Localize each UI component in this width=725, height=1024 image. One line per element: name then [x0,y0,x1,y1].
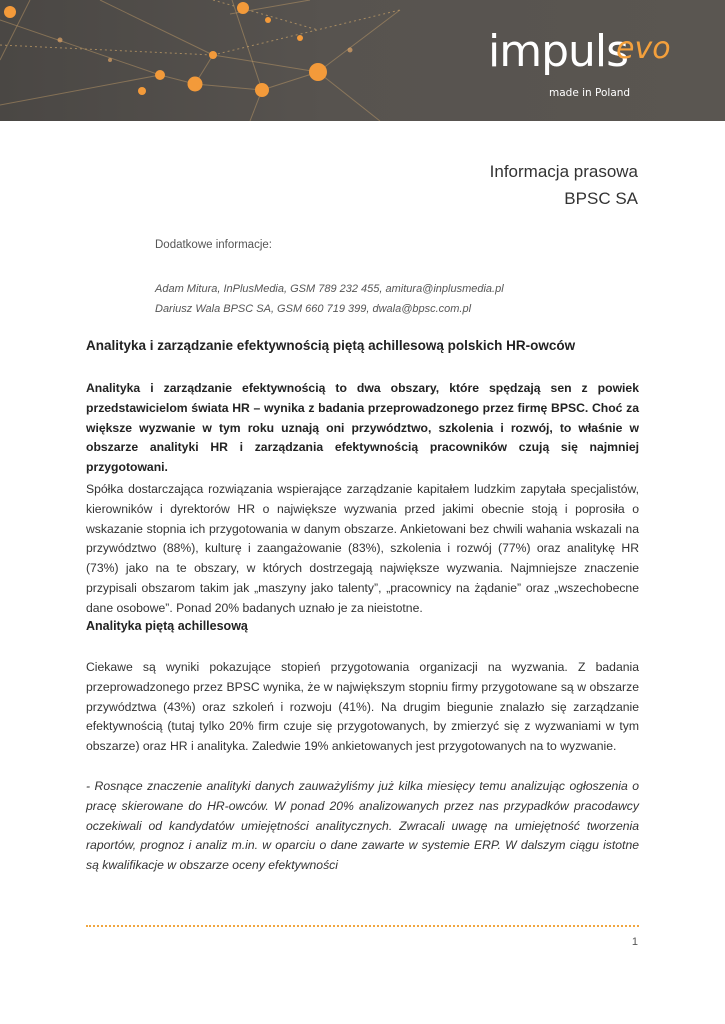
press-release-header [490,158,638,212]
additional-info-label: Dodatkowe informacje: [155,239,272,251]
section-heading: Analityka piętą achillesową [86,619,248,633]
impulsevo-logo [488,26,671,99]
contact-line: Dariusz Wala BPSC SA, GSM 660 719 399, dwala@bpsc.com.pl [155,303,472,315]
contact-line: Adam Mitura, InPlusMedia, GSM 789 232 455, amitura@inplusmedia.pl [155,283,504,295]
article-quote: - Rosnące znaczenie analityki danych zauważyliśmy już kilka miesięcy temu analizując ogłoszenia o pracę skierowane do HR-owców. W ponad 20% analizowanych przez nas przypadków pracodawcy oczekiwali od kandydatów umiejętności analitycznych. Zwracali uwagę na umiejętność tworzenia raportów, prognoz i analiz m.in. w oparciu o dane zawarte w systemie ERP. W dalszym ciągu istotne są kwalifikacje w obszarze oceny efektywności [86,779,639,873]
article-paragraph: Ciekawe są wyniki pokazujące stopień przygotowania organizacji na wyzwania. Z badania przeprowadzonego przez BPSC wynika, że w największym stopniu firmy przygotowane są w obszarze przywództwa (43%) oraz szkoleń i rozwoju (41%). Na drugim biegunie znalazło się zarządzanie efektywnością (tutaj tylko 20% firm czuje się przygotowanych, by zmierzyć się z wyzwaniami w tym obszarze) oraz HR i analityka. Zaledwie 19% ankietowanych jest przygotowanych na to wyzwanie. [86,660,639,754]
press-release-label: Informacja prasowa [489,162,638,181]
header-banner [0,0,725,121]
logo-wordmark: impuls [488,26,629,77]
article-paragraph: Spółka dostarczająca rozwiązania wspierające zarządzanie kapitałem ludzkim zapytała specjalistów, kierowników i dyrektorów HR o największe wyzwania przed jakimi obecnie stoją i poprosiła o wskazanie stopnia ich przygotowania w danym obszarze. Ankietowani bez chwili wahania wskazali na przywództwo (88%), kulturę i zaangażowanie (83%), szkolenia i rozwój (77%) oraz analitykę HR (73%) jako na te obszary, w których dostrzegają największe wyzwania. Najmniejsze znaczenie przypisali obszarom takim jak „maszyny jako talenty”, „pracownicy na żądanie” oraz „wszechobecne dane osobowe”. Ponad 20% badanych uznało je za nieistotne. [86,482,639,615]
contact-list [155,279,504,319]
logo-evo-text: evo [616,31,671,66]
logo-tagline: made in Poland [549,87,631,99]
footer-divider [86,925,639,927]
article-lead: Analityka i zarządzanie efektywnością to dwa obszary, które spędzają sen z powiek przedstawicielom świata HR – wynika z badania przeprowadzonego przez firmę BPSC. Choć za większe wyzwanie w tym roku uznają oni przywództwo, szkolenia i rozwój, to właśnie w obszarze analityki HR i zarządzania efektywnością pracowników czują się najmniej przygotowani. [86,381,639,475]
article-title: Analityka i zarządzanie efektywnością piętą achillesową polskich HR-owców [86,338,576,353]
company-name: BPSC SA [564,189,638,208]
page-number: 1 [631,936,638,948]
